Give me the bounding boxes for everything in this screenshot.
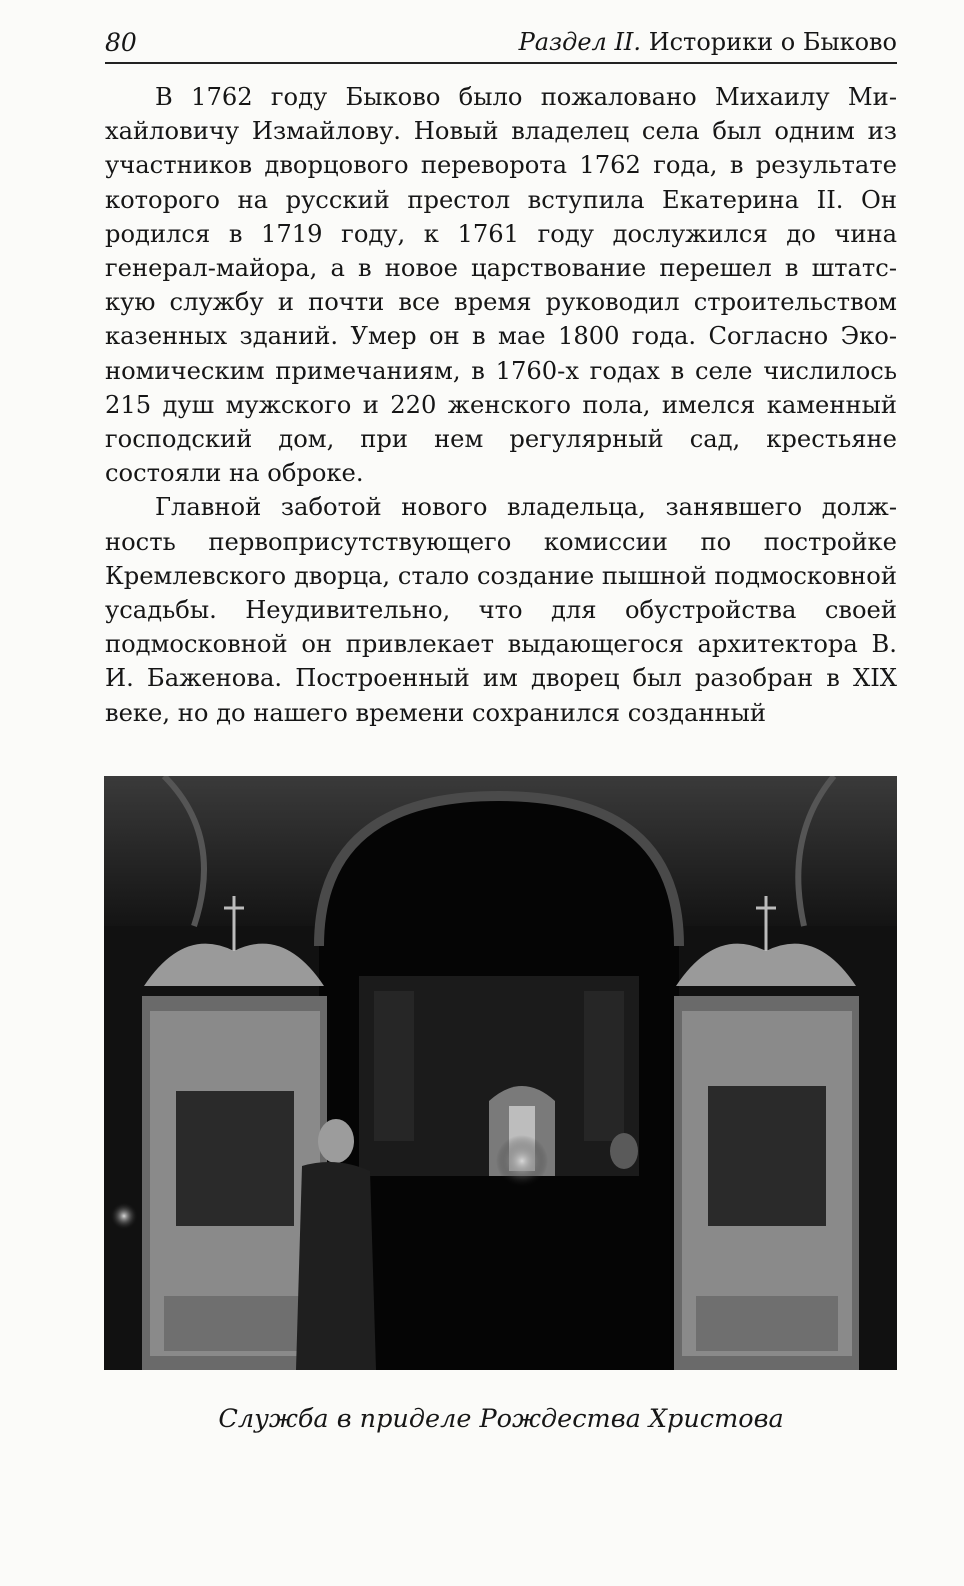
- running-title: [519, 28, 897, 56]
- photo-illustration: [104, 776, 897, 1370]
- church-interior-photo: [104, 776, 897, 1370]
- figure-caption: Служба в приделе Рождества Христова: [218, 1404, 784, 1434]
- running-header: [105, 24, 897, 64]
- section-title: Историки о Быково: [648, 28, 897, 56]
- section-label: Раздел II.: [518, 28, 642, 56]
- body-text: [105, 80, 897, 730]
- paragraph-2: Главной заботой нового владельца, занявшего должность первоприсутствующего комиссии по постройке Кремлевского дворца, стало создание пышной подмосковной усадьбы. Неудивительно, что для обустройства своей подмосковной он привлекает выдающегося архитектора В. И. Баженова. Построенный им дворец был разобран в XIX веке, но до нашего времени сохранился созданный: [105, 493, 897, 727]
- page-number: 80: [105, 28, 137, 57]
- paragraph-1: В 1762 году Быково было пожаловано Михаилу Михайловичу Измайлову. Новый владелец села был одним из участников дворцового переворота 1762 года, в результате которого на русский престол вступила Екатерина II. Он родился в 1719 году, к 1761 году дослужился до чина генерал-майора, а в новое царствование перешел в штатскую службу и почти все время руководил строительством казенных зданий. Умер он в мае 1800 года. Согласно Экономическим примечаниям, в 1760-х годах в селе числилось 215 душ мужского и 220 женского пола, имелся каменный господский дом, при нем регулярный сад, крестьяне состояли на оброке.: [105, 83, 897, 488]
